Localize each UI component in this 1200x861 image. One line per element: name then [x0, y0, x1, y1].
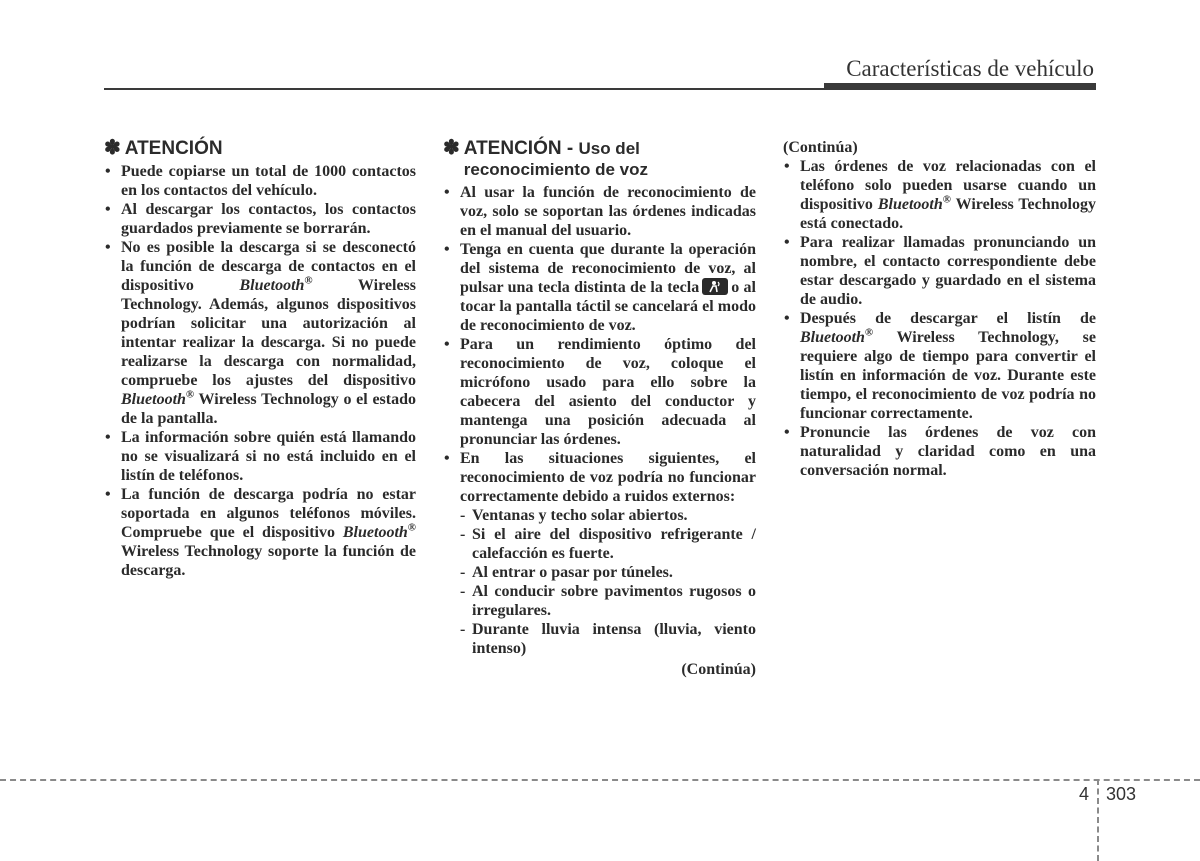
- bluetooth-text: Bluetooth: [121, 391, 186, 408]
- list-item: • En las situaciones siguientes, el reconocimiento de voz podría no funcionar correctamente debido a ruidos externos:: [443, 449, 756, 506]
- heading-text: ATENCIÓN: [124, 138, 223, 159]
- heading-subtext: reconocimiento de voz: [463, 160, 648, 179]
- voice-attention-heading: [443, 138, 756, 180]
- dash-item: - Al conducir sobre pavimentos rugosos o irregulares.: [460, 582, 756, 620]
- column-3: [783, 138, 1096, 480]
- bluetooth-text: Bluetooth: [877, 196, 943, 213]
- list-item: • Al usar la función de reconocimiento de voz, solo se soportan las órdenes indicadas en el manual del usuario.: [443, 183, 756, 240]
- list-item: • La información sobre quién está llamando no se visualizará si no está incluido en el listín de teléfonos.: [104, 428, 416, 485]
- continued-label: (Continúa): [783, 139, 858, 156]
- list-item: • Para un rendimiento óptimo del reconocimiento de voz, coloque el micrófono usado para ello sobre la cabecera del asiento del conductor y mantenga una posición adecuada al pronunciar las órdenes.: [443, 335, 756, 449]
- list-item: • La función de descarga podría no estar soportada en algunos teléfonos móviles. Compruebe que el dispositivo Bluetooth® Wireless Technology soporte la función de descarga.: [104, 485, 416, 580]
- footer-divider: [0, 779, 1200, 781]
- bullet-list: [104, 162, 416, 580]
- bluetooth-text: Bluetooth: [239, 277, 305, 294]
- page-number: 303: [1106, 784, 1137, 804]
- chapter-number: 4: [1079, 784, 1090, 804]
- header-rule: [104, 88, 1096, 90]
- list-item: • Al descargar los contactos, los contactos guardados previamente se borrarán.: [104, 200, 416, 238]
- column-2: [443, 138, 756, 679]
- list-item: • Para realizar llamadas pronunciando un nombre, el contacto correspondiente debe estar descargado y guardado en el sistema de audio.: [783, 233, 1096, 309]
- heading-subtext: Uso del: [578, 139, 640, 158]
- asterisk-icon: ✽: [443, 137, 460, 159]
- list-item: • Tenga en cuenta que durante la operación del sistema de reconocimiento de voz, al pulsar una tecla distinta de la tecla o al tocar la pantalla táctil se cancelará el modo de reconocimiento de voz.: [443, 240, 756, 335]
- page-header-title: Características de vehículo: [846, 56, 1094, 81]
- bluetooth-text: Bluetooth: [342, 524, 408, 541]
- voice-recognition-key-icon: [702, 278, 728, 295]
- list-item: • Puede copiarse un total de 1000 contactos en los contactos del vehículo.: [104, 162, 416, 200]
- bullet-list: [443, 183, 756, 506]
- list-item: • Pronuncie las órdenes de voz con naturalidad y claridad como en una conversación normal.: [783, 423, 1096, 480]
- dash-item: - Durante lluvia intensa (lluvia, viento intenso): [460, 620, 756, 658]
- continued-label: (Continúa): [681, 661, 756, 678]
- asterisk-icon: ✽: [104, 137, 121, 159]
- dash-list: [443, 506, 756, 658]
- heading-text: ATENCIÓN -: [463, 138, 574, 159]
- list-item: • No es posible la descarga si se desconectó la función de descarga de contactos en el dispositivo Bluetooth® Wireless Technology. Además, algunos dispositivos podrían solicitar una autorización al intentar realizar la descarga. Si no puede realizarse la descarga con normalidad, compruebe los ajustes del dispositivo Bluetooth® Wireless Technology o el estado de la pantalla.: [104, 238, 416, 428]
- column-1: [104, 138, 416, 580]
- bullet-list: [783, 157, 1096, 480]
- list-item: • Las órdenes de voz relacionadas con el teléfono solo pueden usarse cuando un dispositivo Bluetooth® Wireless Technology está conectado.: [783, 157, 1096, 233]
- attention-heading: [104, 138, 416, 159]
- list-item: • Después de descargar el listín de Bluetooth® Wireless Technology, se requiere algo de tiempo para convertir el listín en información de voz. Durante este tiempo, el reconocimiento de voz podría no funcionar correctamente.: [783, 309, 1096, 423]
- dash-item: - Al entrar o pasar por túneles.: [460, 563, 756, 582]
- bluetooth-text: Bluetooth: [800, 329, 865, 346]
- dash-item: - Si el aire del dispositivo refrigerante / calefacción es fuerte.: [460, 525, 756, 563]
- dash-item: - Ventanas y techo solar abiertos.: [460, 506, 756, 525]
- footer-vertical-divider: [1097, 779, 1099, 861]
